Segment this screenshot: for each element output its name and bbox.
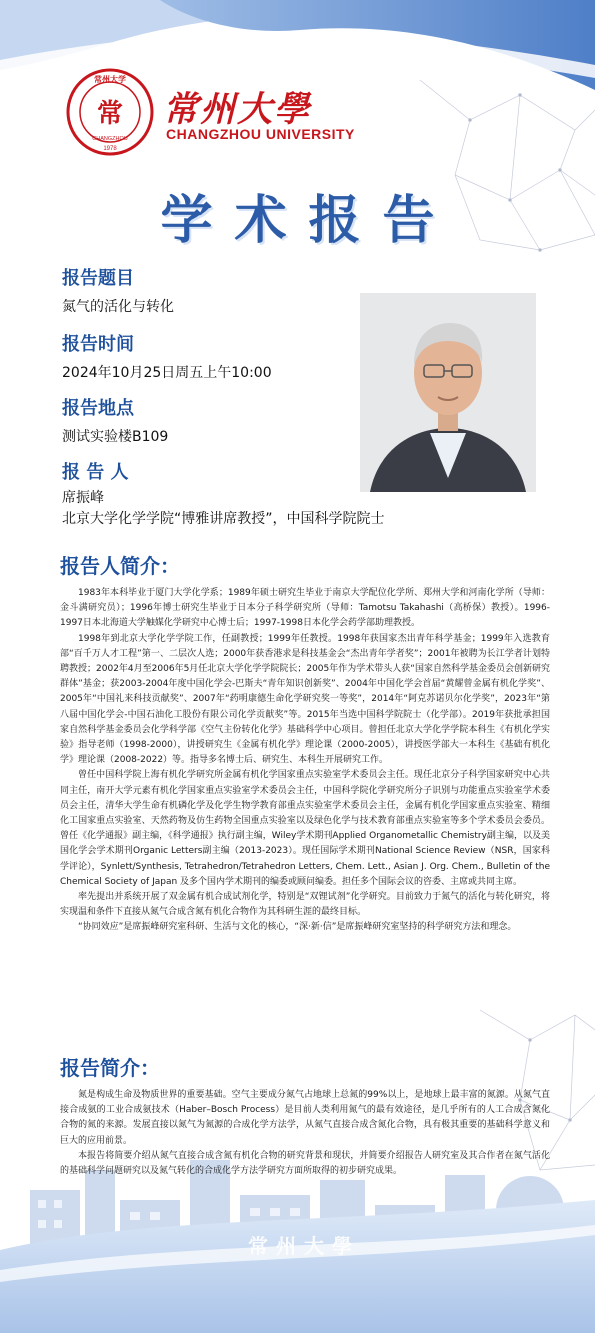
bio-paragraph: “协同效应”是席振峰研究室科研、生活与文化的核心，“深·新·信”是席振峰研究室坚持的科学研究方法和理念。 <box>78 922 517 933</box>
bio-paragraph: 率先提出并系统开展了双金属有机合成试剂化学，特别是“双锂试剂”化学研究。目前致力于氮气的活化与转化研究，将实现温和条件下直接从氮气合成含氮有机化合物作为其科研生涯的最终目标。 <box>60 892 550 918</box>
university-logo <box>66 68 426 158</box>
bio-paragraph: 1998年到北京大学化学学院工作，任副教授；1999年任教授。1998年获国家杰出青年科学基金；1999年入选教育部“百千万人才工程”第一、二层次人选；2000年获香港求是科技基金会“杰出青年学者奖”；2001年被聘为长江学者计划特聘教授；2002年4月至2006年5月任北京大学化学学院院长；2005年作为学术带头人获“国家自然科学基金委员会创新研究群体”基金；获2003-2004年度中国化学会-巴斯夫“青年知识创新奖”、2004年中国化学会首届“黄耀曾金属有机化学奖”、2005年“中国礼来科技贡献奖”、2007年“药明康德生命化学研究奖一等奖”，2014年“阿克苏诺贝尔化学奖”，2023年“第八届中国化学会-中国石油化工股份有限公司化学贡献奖”等。2015年当选中国科学院院士（化学部）。2019年获批承担国家自然科学基金委员会化学科学部《空气主份转化化学》基础科学中心项目。曾担任北京大学化学学院本科生《有机化学实验》指导老师（1998-2000），讲授研究生《金属有机化学》理论课（2000-2005），讲授医学部大一本科生《基础有机化学》理论课（2008-2022）等。指导多名博士后、研究生、本科生开展研究工作。 <box>60 633 550 766</box>
topic-label: 报告题目 <box>62 268 134 289</box>
abstract-paragraph: 氮是构成生命及物质世界的重要基础。空气主要成分氮气占地球上总氮的99%以上，是地球上最丰富的氮源。从氮气直接合成氨的工业合成氨技术（Haber–Bosch Process）是目前人类利用氮气的最有效途径，是几乎所有的人工合成含氮化合物的氮的来源。发展直接以氮气为氮源的合成化学方法学，从氮气直接合成含氮化合物，具有极其重要的基础科学意义和巨大的应用前景。 <box>60 1090 550 1146</box>
time-label: 报告时间 <box>62 334 134 355</box>
bio-paragraph: 曾任中国科学院上海有机化学研究所金属有机化学国家重点实验室学术委员会主任。现任北京分子科学国家研究中心共同主任，南开大学元素有机化学国家重点实验室学术委员会主任，中国科学院化学研究所分子识别与功能重点实验室学术委员会主任，清华大学生命有机磷化学及化学生物学教育部重点实验室学术委员会主任，金属有机化学国家重点实验室、精细化工国家重点实验室、天然药物及仿生药物全国重点实验室以及绿色化学与技术教育部重点实验室等多个学术委员会委员。曾任《化学通报》副主编，《科学通报》执行副主编，Wiley学术期刊Applied Organometallic Chemistry副主编，以及美国化学会学术期刊Organic Letters副主编（2013-2023）。现任国际学术期刊National Science Review（NSR，国家科学评论），Synlett/Synthesis, Tetrahedron/Tetrahedron Letters, Chem. Lett., Asian J. Org. Chem., Bulletin of the Chemical Society of Japan 及多个国内学术期刊的编委或顾问编委。担任多个国际会议的咨委、主席或共同主席。 <box>60 770 550 887</box>
abstract-heading: 报告简介： <box>60 1056 160 1080</box>
bio-paragraph: 1983年本科毕业于厦门大学化学系；1989年硕士研究生毕业于南京大学配位化学所、郑州大学和河南化学所（导师：金斗满研究员）；1996年博士研究生毕业于日本分子科学研究所（导师：Tamotsu Takahashi（高桥保）教授）。1996-1997日本北海道大学触媒化学研究中心博士后；1997-1998日本化学会药学部助理教授。 <box>60 588 550 629</box>
university-name-cn: 常州大學 <box>163 89 312 130</box>
bio-body <box>60 586 550 936</box>
topic-value: 氮气的活化与转化 <box>62 299 174 315</box>
place-label: 报告地点 <box>62 398 134 419</box>
seal-center-text: 常 <box>96 99 124 129</box>
place-value: 测试实验楼B109 <box>62 429 169 445</box>
university-seal-icon <box>66 68 154 156</box>
speaker-title: 北京大学化学学院“博雅讲席教授”，中国科学院院士 <box>62 511 385 527</box>
abstract-body <box>60 1088 550 1179</box>
speaker-name: 席振峰 <box>62 490 104 506</box>
seal-top-text: 常州大学 <box>94 74 126 84</box>
seal-year: 1978 <box>103 146 117 152</box>
abstract-paragraph: 本报告将简要介绍从氮气直接合成含氮有机化合物的研究背景和现状，并简要介绍报告人研究室及其合作者在氮气活化的基础科学问题研究以及氮气转化的合成化学方法学研究方面所取得的初步研究成果。 <box>60 1150 550 1177</box>
university-name-en: CHANGZHOU UNIVERSITY <box>166 126 355 142</box>
speaker-label: 报 告 人 <box>62 462 129 483</box>
speaker-photo <box>360 293 536 492</box>
page-title: 学术报告 <box>160 191 457 251</box>
time-value: 2024年10月25日周五上午10:00 <box>62 365 272 381</box>
bio-heading: 报告人简介： <box>60 554 180 578</box>
seal-bottom-text: CHANGZHOU <box>92 136 128 142</box>
footer-building-text: 常州大學 <box>248 1234 360 1258</box>
